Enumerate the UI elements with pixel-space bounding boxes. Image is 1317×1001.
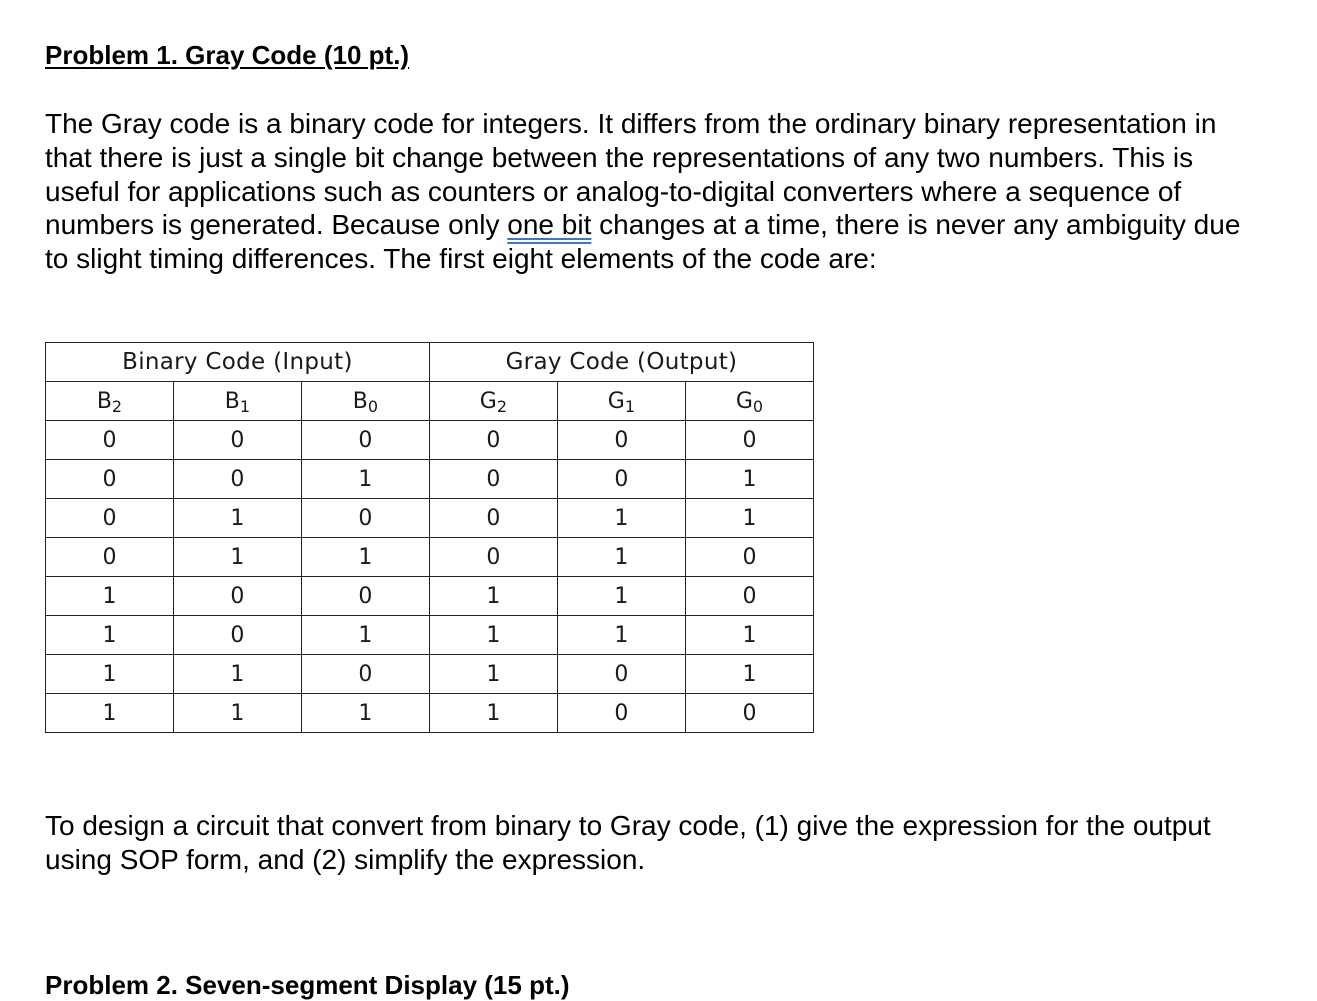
table-cell: 0 (557, 655, 685, 694)
column-header-letter: G (735, 388, 753, 414)
column-header-subscript: 1 (239, 396, 251, 416)
intro-text-end: changes at a time, there is never any ambiguity due to slight timing differences. The first eight elements of the code are: (45, 209, 1241, 275)
table-cell: 1 (685, 499, 813, 538)
table-cell: 1 (429, 655, 557, 694)
column-header-g0 (685, 382, 813, 421)
group-header-row (46, 343, 814, 382)
grammar-flagged-phrase[interactable]: one bit (507, 209, 592, 241)
intro-paragraph (45, 107, 1245, 276)
table-cell: 1 (429, 616, 557, 655)
table-cell: 1 (173, 694, 301, 733)
table-row (46, 421, 814, 460)
problem-2-heading-partial: Problem 2. Seven-segment Display (15 pt.) (45, 970, 570, 1000)
problem-1-heading: Problem 1. Gray Code (10 pt.) (45, 40, 410, 70)
table-cell: 0 (429, 499, 557, 538)
table-cell: 0 (301, 577, 429, 616)
table-cell: 1 (685, 616, 813, 655)
table-cell: 0 (46, 460, 174, 499)
table-row (46, 694, 814, 733)
table-cell: 0 (557, 694, 685, 733)
input-group-header: Binary Code (Input) (46, 343, 430, 382)
output-group-header: Gray Code (Output) (429, 343, 813, 382)
table-cell: 1 (557, 499, 685, 538)
table-row (46, 499, 814, 538)
table-row (46, 460, 814, 499)
column-header-g2 (429, 382, 557, 421)
table-cell: 1 (429, 694, 557, 733)
table-cell: 0 (685, 577, 813, 616)
table-cell: 1 (557, 538, 685, 577)
column-header-b1 (173, 382, 301, 421)
table-cell: 1 (173, 538, 301, 577)
table-row (46, 538, 814, 577)
table-body (46, 421, 814, 733)
table-cell: 0 (46, 538, 174, 577)
table-cell: 1 (301, 538, 429, 577)
column-header-letter: G (607, 388, 625, 414)
column-header-subscript: 2 (496, 396, 507, 416)
table-cell: 1 (46, 655, 174, 694)
table-cell: 0 (301, 655, 429, 694)
gray-code-truth-table (45, 342, 814, 733)
table-cell: 0 (685, 538, 813, 577)
table-cell: 1 (429, 577, 557, 616)
table-cell: 0 (685, 421, 813, 460)
column-header-subscript: 0 (752, 396, 764, 416)
table-cell: 0 (173, 460, 301, 499)
column-header-subscript: 1 (624, 396, 636, 416)
column-header-b0 (301, 382, 429, 421)
table-cell: 1 (557, 577, 685, 616)
task-instructions: To design a circuit that convert from binary to Gray code, (1) give the expression for the output using SOP form, and (2) simplify the expression. (45, 810, 1211, 875)
table-cell: 0 (685, 694, 813, 733)
column-header-letter: B (224, 388, 240, 414)
column-header-letter: G (479, 388, 497, 414)
table-cell: 1 (685, 460, 813, 499)
table-cell: 0 (301, 421, 429, 460)
table-row (46, 655, 814, 694)
table-row (46, 616, 814, 655)
column-header-letter: B (352, 388, 368, 414)
table-cell: 0 (173, 577, 301, 616)
table-cell: 0 (46, 499, 174, 538)
table-cell: 0 (173, 421, 301, 460)
table-cell: 0 (301, 499, 429, 538)
table-row (46, 577, 814, 616)
table-cell: 1 (173, 655, 301, 694)
table-cell: 1 (685, 655, 813, 694)
table-cell: 1 (173, 499, 301, 538)
column-header-b2 (46, 382, 174, 421)
table-cell: 0 (429, 421, 557, 460)
column-header-subscript: 0 (367, 396, 379, 416)
table-cell: 1 (46, 577, 174, 616)
table-cell: 1 (301, 694, 429, 733)
table-cell: 0 (429, 460, 557, 499)
table-cell: 0 (173, 616, 301, 655)
table-cell: 0 (46, 421, 174, 460)
table-cell: 1 (46, 694, 174, 733)
table-cell: 1 (557, 616, 685, 655)
table-cell: 0 (557, 421, 685, 460)
table-cell: 1 (301, 460, 429, 499)
column-header-letter: B (96, 388, 112, 414)
table-cell: 1 (46, 616, 174, 655)
intro-text-start: The Gray code is a binary code for integers. It differs from the ordinary binary representation in that there is just a single bit change between the representations of any two numbers. This is useful for applications such as counters or analog-to-digital converters where a sequence of numbers is generated. Because only (45, 108, 1217, 241)
column-header-row (46, 382, 814, 421)
column-header-subscript: 2 (111, 396, 123, 416)
column-header-g1 (557, 382, 685, 421)
table-cell: 1 (301, 616, 429, 655)
table-cell: 0 (429, 538, 557, 577)
table-cell: 0 (557, 460, 685, 499)
